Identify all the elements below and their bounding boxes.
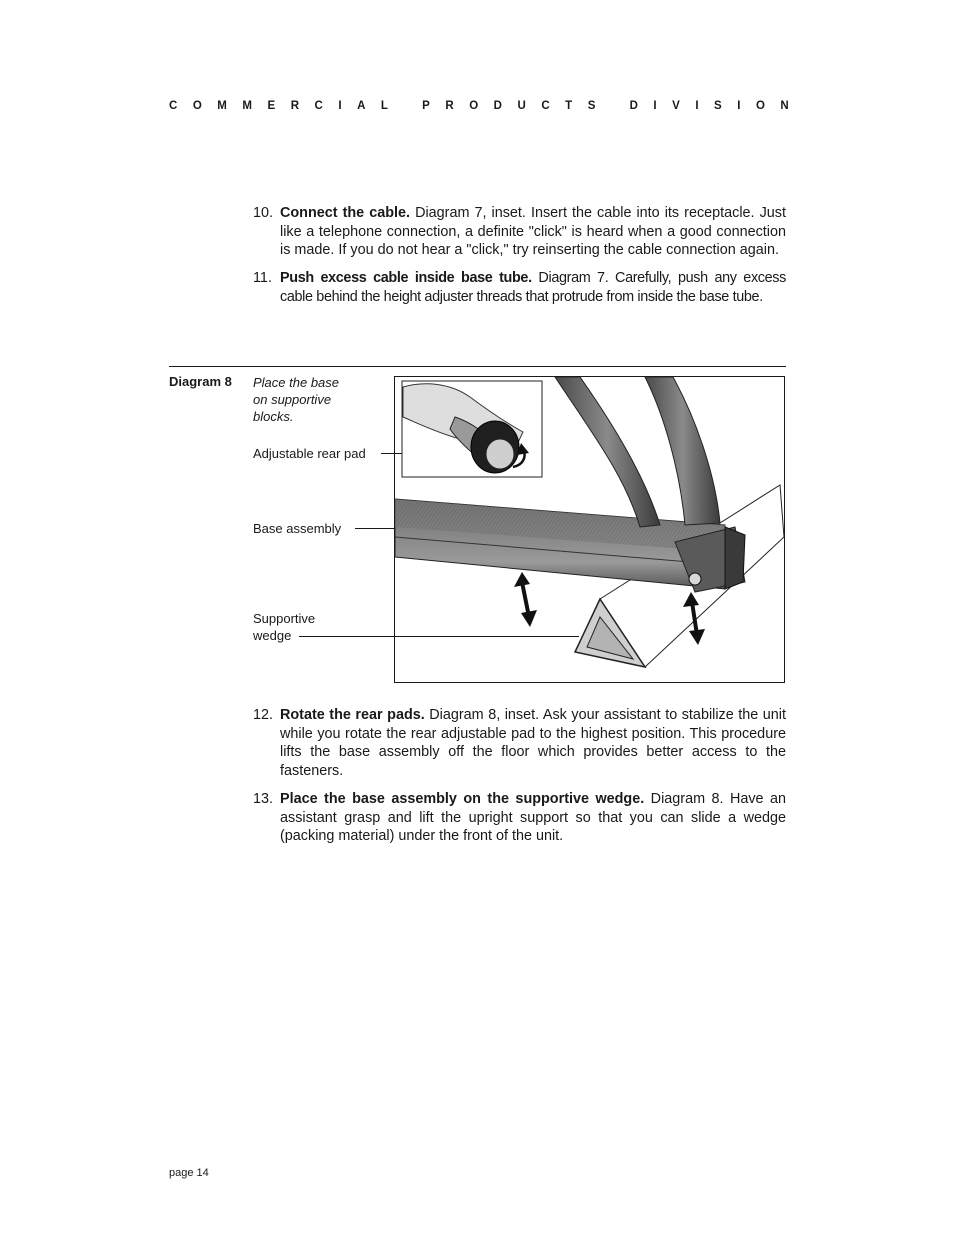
upright-tubes (555, 377, 720, 527)
header-letter: V (672, 100, 680, 112)
step-text: Diagram 8. Have an assistant grasp and lift the upright support so that you can slide a wedge (packing material) under the front of the unit. (280, 790, 786, 845)
header-letter: M (217, 100, 227, 112)
steps-bottom (253, 706, 786, 855)
callout-base-assembly: Base assembly (253, 521, 342, 536)
steps-top (253, 204, 786, 316)
step-13 (253, 790, 786, 846)
header-gap (611, 100, 614, 112)
step-title: Place the base assembly on the supportive wedge. (280, 790, 645, 807)
header-letter: E (267, 100, 276, 112)
step-text: Diagram 7. Carefully, push any excess cable behind the height adjuster threads that protrude from inside the base tube. (280, 270, 786, 305)
header-letter: D (493, 100, 502, 112)
step-title: Rotate the rear pads. (280, 707, 425, 723)
callout-rear-pad: Adjustable rear pad (253, 446, 366, 461)
step-title: Connect the cable. (280, 205, 411, 221)
step-11 (253, 269, 786, 306)
step-number: 13. (253, 790, 274, 807)
header-letter: S (587, 100, 596, 112)
header-letter: R (445, 100, 454, 112)
callout-wedge-line: Supportive (253, 611, 316, 626)
header-gap (403, 100, 406, 112)
header-letter: O (192, 100, 202, 112)
step-text: Diagram 8, inset. Ask your assistant to stabilize the unit while you rotate the rear adjustable pad to the highest position. This procedure lifts the base assembly off the floor which provides better access to the fasteners. (280, 707, 786, 780)
step-body (280, 204, 786, 260)
header-letter: A (357, 100, 366, 112)
header-letter: N (780, 100, 789, 112)
header-letter: C (314, 100, 323, 112)
header-letter: I (653, 100, 657, 112)
header-letter: S (714, 100, 722, 112)
step-body (280, 706, 786, 781)
header-letter: I (338, 100, 342, 112)
header-letter: L (380, 100, 388, 112)
step-title: Push excess cable inside base tube. (280, 270, 532, 287)
step-text: Diagram 7, inset. Insert the cable into its receptacle. Just like a telephone connection, a definite "click" is heard when a good connection is made. If you do not hear a "click," try reinserting the cable connection again. (280, 205, 786, 259)
header-letter: O (469, 100, 479, 112)
header-letter: I (695, 100, 699, 112)
header-letter: P (422, 100, 430, 112)
page-number: page 14 (169, 1167, 209, 1179)
callout-wedge (253, 610, 315, 644)
header-letter: D (629, 100, 638, 112)
header-letter: M (242, 100, 252, 112)
caption-line: blocks. (253, 409, 294, 424)
header-letter: U (517, 100, 526, 112)
step-12 (253, 706, 786, 781)
diagram-caption (253, 374, 339, 425)
header-letter: I (737, 100, 741, 112)
page-header (169, 100, 789, 112)
diagram-label: Diagram 8 (169, 374, 232, 389)
step-body (280, 790, 786, 846)
caption-line: Place the base (253, 375, 340, 390)
header-letter: C (541, 100, 550, 112)
step-number: 10. (253, 205, 274, 221)
step-number: 12. (253, 707, 274, 723)
diagram-8-svg (395, 377, 784, 682)
inset-detail (402, 381, 542, 477)
diagram-8-illustration (394, 376, 785, 683)
header-letter: C (169, 100, 178, 112)
caption-line: on supportive (253, 392, 332, 407)
step-number: 11. (253, 270, 272, 287)
section-divider (169, 366, 786, 367)
step-10 (253, 204, 786, 260)
step-body (280, 269, 786, 306)
header-letter: T (565, 100, 573, 112)
header-letter: O (755, 100, 765, 112)
header-letter: R (290, 100, 300, 112)
callout-wedge-line: wedge (253, 628, 292, 643)
